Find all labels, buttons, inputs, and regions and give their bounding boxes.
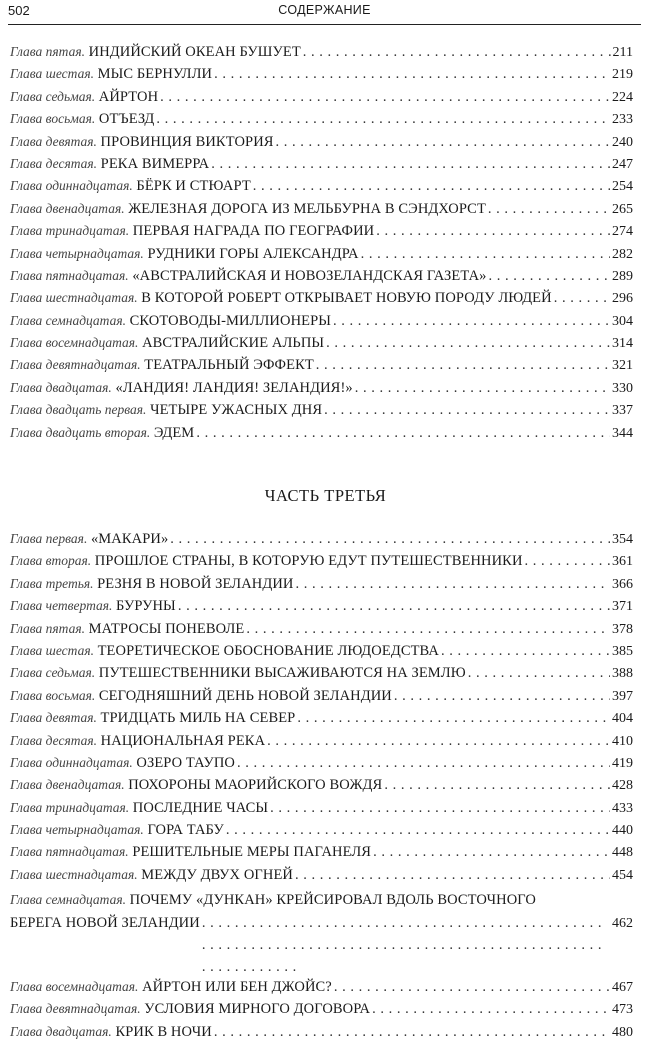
page-ref: 219	[612, 67, 633, 83]
toc-entry	[10, 777, 633, 799]
chapter-title-continued: БЕРЕГА НОВОЙ ЗЕЛАНДИИ	[10, 914, 200, 931]
chapter-label: Глава семнадцатая.	[10, 312, 126, 328]
toc-entry	[10, 576, 633, 598]
page-ref: 314	[612, 336, 633, 352]
toc-entry	[10, 223, 633, 245]
page-ref: 354	[612, 532, 633, 547]
page-ref: 330	[612, 380, 633, 396]
chapter-label: Глава пятнадцатая.	[10, 267, 129, 283]
chapter-title: СКОТОВОДЫ-МИЛЛИОНЕРЫ	[129, 312, 332, 329]
toc-entry	[10, 89, 633, 111]
page-ref: 473	[612, 1002, 633, 1018]
dot-leader	[361, 246, 610, 263]
dot-leader	[214, 66, 610, 83]
chapter-title: «ЛАНДИЯ! ЛАНДИЯ! ЗЕЛАНДИЯ!»	[115, 379, 353, 396]
chapter-title: БУРУНЫ	[116, 598, 176, 615]
dot-leader	[324, 402, 610, 419]
toc-entry	[10, 402, 633, 424]
dot-leader	[156, 111, 610, 128]
toc-entry	[10, 380, 633, 402]
toc-entry-line	[10, 889, 633, 911]
dot-leader	[211, 156, 610, 173]
chapter-label: Глава восемнадцатая.	[10, 335, 139, 351]
dot-leader	[246, 621, 610, 638]
page-ref: 419	[612, 755, 633, 771]
page-ref: 404	[612, 711, 633, 727]
chapter-label: Глава тринадцатая.	[10, 223, 130, 239]
chapter-label: Глава девятая.	[10, 710, 97, 726]
chapter-label: Глава двадцатая.	[10, 379, 112, 395]
chapter-title: МЕЖДУ ДВУХ ОГНЕЙ	[141, 866, 294, 883]
dot-leader	[196, 425, 610, 442]
chapter-title: АЙРТОН ИЛИ БЕН ДЖОЙС?	[142, 978, 332, 995]
dot-leader	[355, 380, 610, 397]
chapter-title: РЕЗНЯ В НОВОЙ ЗЕЛАНДИИ	[97, 575, 294, 592]
page-ref: 282	[612, 246, 633, 262]
page-ref: 361	[612, 554, 633, 570]
page-ref: 344	[612, 425, 633, 441]
chapter-title: АЙРТОН	[98, 88, 159, 105]
chapter-title: УСЛОВИЯ МИРНОГО ДОГОВОРА	[144, 1001, 371, 1018]
chapter-title: МЫС БЕРНУЛЛИ	[97, 66, 213, 83]
page-ref: 211	[612, 45, 633, 60]
page-ref: 462	[612, 915, 633, 931]
toc-entry	[10, 733, 633, 755]
page-ref: 467	[612, 979, 633, 995]
chapter-label: Глава шестая.	[10, 642, 94, 658]
chapter-label: Глава двенадцатая.	[10, 777, 125, 793]
chapter-title: ТРИДЦАТЬ МИЛЬ НА СЕВЕР	[100, 710, 296, 727]
chapter-title: ПУТЕШЕСТВЕННИКИ ВЫСАЖИВАЮТСЯ НА ЗЕМЛЮ	[98, 665, 466, 682]
dot-leader	[276, 134, 610, 151]
chapter-title: ОТЪЕЗД	[98, 111, 155, 128]
chapter-title: «МАКАРИ»	[90, 531, 169, 547]
toc-entry	[10, 178, 633, 200]
toc-entry-line	[10, 912, 633, 979]
dot-leader	[525, 553, 610, 570]
dot-leader	[202, 912, 610, 979]
chapter-title: ЖЕЛЕЗНАЯ ДОРОГА ИЗ МЕЛЬБУРНА В СЭНДХОРСТ	[128, 200, 486, 217]
page-ref: 265	[612, 201, 633, 217]
toc-entry	[10, 1024, 633, 1046]
chapter-label: Глава пятая.	[10, 44, 85, 59]
chapter-label: Глава седьмая.	[10, 88, 96, 104]
toc-entry	[10, 889, 633, 979]
chapter-title: АВСТРАЛИЙСКИЕ АЛЬПЫ	[142, 335, 325, 352]
page-ref: 388	[612, 666, 633, 682]
page-ref: 448	[612, 845, 633, 861]
page-ref: 321	[612, 358, 633, 374]
toc-entry	[10, 800, 633, 822]
toc-entry	[10, 553, 633, 575]
chapter-title: ЧЕТЫРЕ УЖАСНЫХ ДНЯ	[150, 402, 323, 419]
toc-entry	[10, 268, 633, 290]
toc-entry	[10, 134, 633, 156]
toc-entry	[10, 357, 633, 379]
toc-entry	[10, 156, 633, 178]
chapter-label: Глава восьмая.	[10, 111, 96, 127]
page-number: 502	[8, 3, 30, 18]
dot-leader	[316, 357, 610, 374]
chapter-title: РЕШИТЕЛЬНЫЕ МЕРЫ ПАГАНЕЛЯ	[132, 844, 372, 861]
chapter-title: ПОЧЕМУ «ДУНКАН» КРЕЙСИРОВАЛ ВДОЛЬ ВОСТОЧНОГО	[129, 892, 536, 909]
chapter-label: Глава семнадцатая.	[10, 892, 126, 908]
page-ref: 233	[612, 112, 633, 128]
dot-leader	[253, 178, 610, 195]
chapter-label: Глава третья.	[10, 575, 94, 591]
dot-leader	[373, 844, 610, 861]
chapter-label: Глава шестнадцатая.	[10, 290, 138, 306]
chapter-title: МАТРОСЫ ПОНЕВОЛЕ	[88, 620, 245, 637]
page-ref: 454	[612, 867, 633, 883]
page-ref: 337	[612, 403, 633, 419]
chapter-title: ИНДИЙСКИЙ ОКЕАН БУШУЕТ	[88, 44, 301, 60]
chapter-label: Глава восьмая.	[10, 687, 96, 703]
chapter-title: «АВСТРАЛИЙСКАЯ И НОВОЗЕЛАНДСКАЯ ГАЗЕТА»	[132, 267, 487, 284]
toc-section-part-two	[10, 44, 633, 447]
dot-leader	[489, 268, 611, 285]
page-ref: 440	[612, 823, 633, 839]
chapter-title: В КОТОРОЙ РОБЕРТ ОТКРЫВАЕТ НОВУЮ ПОРОДУ ЛЮДЕЙ	[141, 290, 552, 307]
toc-entry	[10, 425, 633, 447]
toc-entry	[10, 867, 633, 889]
toc-entry	[10, 290, 633, 312]
chapter-label: Глава десятая.	[10, 732, 98, 748]
page-ref: 371	[612, 599, 633, 615]
page-ref: 366	[612, 576, 633, 592]
chapter-label: Глава четырнадцатая.	[10, 245, 144, 261]
toc-entry	[10, 44, 633, 66]
dot-leader	[468, 665, 610, 682]
chapter-title: ГОРА ТАБУ	[147, 822, 224, 839]
chapter-title: ПРОШЛОЕ СТРАНЫ, В КОТОРУЮ ЕДУТ ПУТЕШЕСТВЕННИКИ	[94, 553, 523, 570]
chapter-label: Глава одиннадцатая.	[10, 754, 133, 770]
dot-leader	[270, 800, 610, 817]
dot-leader	[214, 1024, 610, 1041]
toc-entry	[10, 844, 633, 866]
toc-entry	[10, 621, 633, 643]
page-ref: 410	[612, 733, 633, 749]
toc-entry	[10, 246, 633, 268]
page-ref: 480	[612, 1024, 633, 1040]
chapter-label: Глава пятнадцатая.	[10, 844, 129, 860]
page-ref: 254	[612, 179, 633, 195]
chapter-label: Глава седьмая.	[10, 665, 96, 681]
running-title: СОДЕРЖАНИЕ	[278, 3, 371, 17]
toc-entry	[10, 710, 633, 732]
page-ref: 428	[612, 778, 633, 794]
dot-leader	[296, 576, 611, 593]
toc-entry	[10, 598, 633, 620]
chapter-title: КРИК В НОЧИ	[115, 1023, 212, 1040]
page-ref: 289	[612, 268, 633, 284]
chapter-label: Глава двенадцатая.	[10, 200, 125, 216]
chapter-label: Глава восемнадцатая.	[10, 978, 139, 994]
chapter-label: Глава пятая.	[10, 620, 85, 636]
toc-entry	[10, 688, 633, 710]
header-rule	[8, 24, 641, 25]
toc-entry	[10, 531, 633, 553]
page-ref: 247	[612, 156, 633, 172]
chapter-title: СЕГОДНЯШНИЙ ДЕНЬ НОВОЙ ЗЕЛАНДИИ	[98, 687, 392, 704]
dot-leader	[237, 755, 610, 772]
chapter-label: Глава шестнадцатая.	[10, 866, 138, 882]
chapter-label: Глава четырнадцатая.	[10, 822, 144, 838]
page-ref: 304	[612, 313, 633, 329]
part-title: ЧАСТЬ ТРЕТЬЯ	[264, 486, 387, 505]
chapter-label: Глава четвертая.	[10, 598, 113, 614]
chapter-label: Глава двадцатая.	[10, 1023, 112, 1039]
chapter-label: Глава вторая.	[10, 553, 92, 569]
chapter-label: Глава шестая.	[10, 66, 94, 82]
toc-entry	[10, 1001, 633, 1023]
toc-entry	[10, 665, 633, 687]
toc-entry	[10, 313, 633, 335]
chapter-label: Глава девятая.	[10, 133, 97, 149]
chapter-title: ПОХОРОНЫ МАОРИЙСКОГО ВОЖДЯ	[128, 777, 383, 794]
dot-leader	[376, 223, 610, 240]
toc-entry	[10, 822, 633, 844]
chapter-title: РЕКА ВИМЕРРА	[100, 155, 210, 172]
chapter-title: ПОСЛЕДНИЕ ЧАСЫ	[132, 799, 269, 816]
dot-leader	[170, 531, 610, 548]
dot-leader	[334, 979, 610, 996]
dot-leader	[267, 733, 610, 750]
chapter-label: Глава двадцать первая.	[10, 402, 147, 418]
chapter-title: ПЕРВАЯ НАГРАДА ПО ГЕОГРАФИИ	[132, 223, 375, 240]
dot-leader	[160, 89, 610, 106]
toc-entry	[10, 335, 633, 357]
page-ref: 378	[612, 621, 633, 637]
chapter-title: ТЕАТРАЛЬНЫЙ ЭФФЕКТ	[144, 357, 314, 374]
dot-leader	[178, 598, 610, 615]
page-ref: 433	[612, 800, 633, 816]
dot-leader	[226, 822, 610, 839]
chapter-label: Глава двадцать вторая.	[10, 424, 151, 440]
chapter-title: НАЦИОНАЛЬНАЯ РЕКА	[100, 732, 266, 749]
toc-entry	[10, 201, 633, 223]
dot-leader	[326, 335, 610, 352]
chapter-title: ЭДЕМ	[153, 424, 195, 441]
chapter-title: ТЕОРЕТИЧЕСКОЕ ОБОСНОВАНИЕ ЛЮДОЕДСТВА	[97, 642, 439, 659]
toc-entry	[10, 643, 633, 665]
page-ref: 274	[612, 224, 633, 240]
chapter-label: Глава десятая.	[10, 155, 98, 171]
chapter-label: Глава девятнадцатая.	[10, 357, 141, 373]
chapter-title: БЁРК И СТЮАРТ	[136, 178, 251, 195]
toc-entry	[10, 755, 633, 777]
chapter-title: ОЗЕРО ТАУПО	[136, 754, 235, 771]
page-header	[8, 2, 641, 22]
chapter-title: РУДНИКИ ГОРЫ АЛЕКСАНДРА	[147, 245, 359, 262]
toc-section-part-three	[10, 531, 633, 1046]
dot-leader	[295, 867, 610, 884]
dot-leader	[394, 688, 610, 705]
chapter-label: Глава тринадцатая.	[10, 799, 130, 815]
toc-entry	[10, 979, 633, 1001]
chapter-label: Глава одиннадцатая.	[10, 178, 133, 194]
dot-leader	[303, 44, 611, 61]
dot-leader	[554, 290, 610, 307]
dot-leader	[441, 643, 610, 660]
dot-leader	[372, 1001, 610, 1018]
chapter-label: Глава девятнадцатая.	[10, 1001, 141, 1017]
dot-leader	[297, 710, 610, 727]
page-ref: 224	[612, 89, 633, 105]
dot-leader	[333, 313, 610, 330]
page-ref: 397	[612, 688, 633, 704]
dot-leader	[488, 201, 610, 218]
page-ref: 296	[612, 291, 633, 307]
toc-entry	[10, 66, 633, 88]
page-ref: 385	[612, 643, 633, 659]
chapter-title: ПРОВИНЦИЯ ВИКТОРИЯ	[100, 133, 274, 150]
toc-entry	[10, 111, 633, 133]
chapter-label: Глава первая.	[10, 531, 88, 546]
dot-leader	[384, 777, 610, 794]
page-ref: 240	[612, 134, 633, 150]
